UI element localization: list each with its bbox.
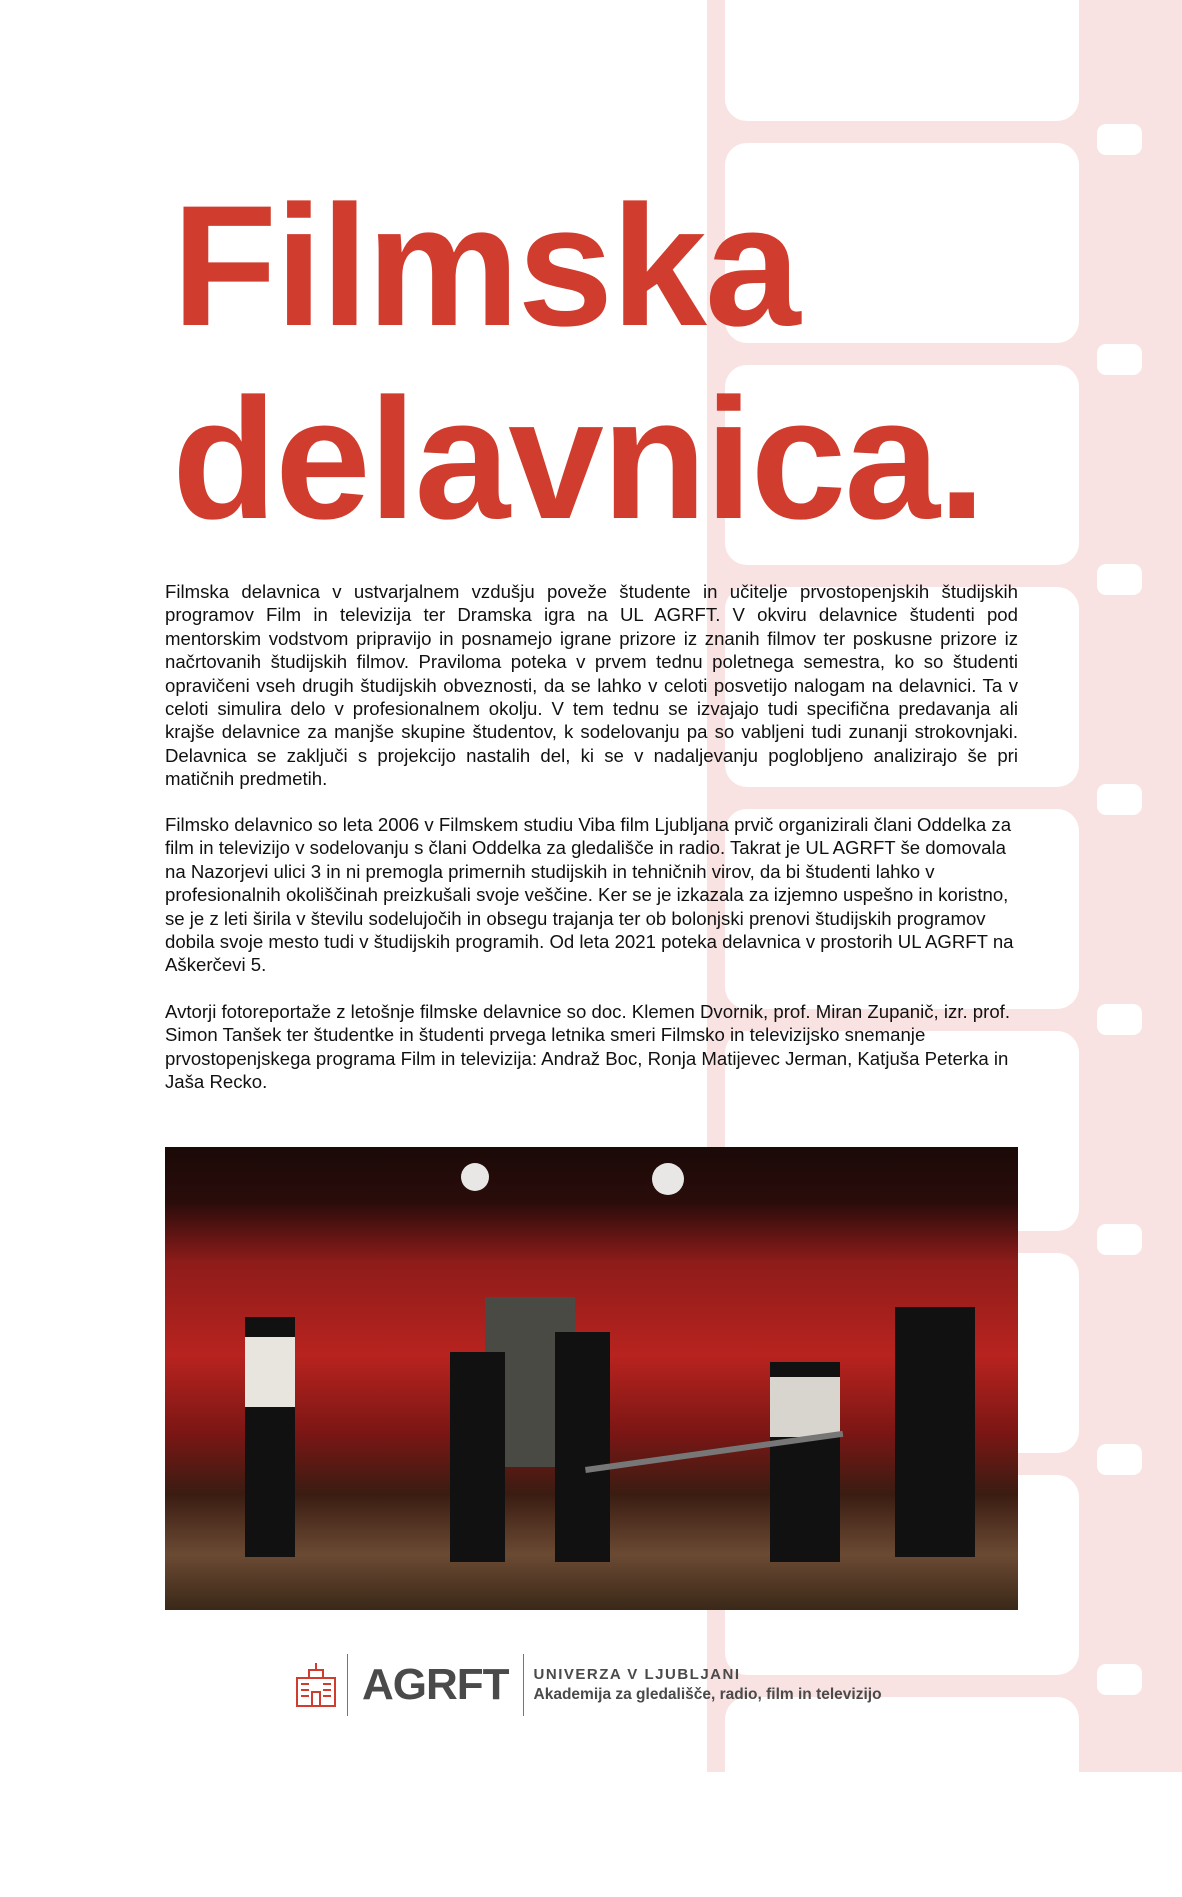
building-icon: [295, 1662, 337, 1708]
film-frame: [725, 0, 1079, 121]
sprocket-hole: [1097, 1444, 1142, 1475]
university-name: UNIVERZA V LJUBLJANI: [533, 1666, 741, 1683]
title-line-2: delavnica.: [172, 363, 984, 555]
logo-wordmark: AGRFT: [362, 1660, 509, 1709]
film-frame: [725, 1697, 1079, 1897]
sprocket-hole: [1097, 1224, 1142, 1255]
paragraph-history: Filmsko delavnico so leta 2006 v Filmskem studiu Viba film Ljubljana prvič organizirali člani Oddelka za film in televizijo v sodelovanju s člani Oddelka za gledališče in radio. Takrat je UL AGRFT še domovala na Nazorjevi ulici 3 in ni premogla primernih studijskih in tehničnih virov, da bi študenti lahko v profesionalnih okoliščinah preizkušali svoje veščine. Ker se je izkazala za izjemno uspešno in koristno, se je z leti širila v številu sodelujočih in obsegu trajanja ter ob bolonjski prenovi študijskih programov dobila svoje mesto tudi v študijskih programih. Od leta 2021 poteka delavnica v prostorih UL AGRFT na Aškerčevi 5.: [165, 814, 1014, 976]
sprocket-hole: [1097, 564, 1142, 595]
sprocket-hole: [1097, 784, 1142, 815]
film-set-photo: [165, 1147, 1018, 1610]
paragraph-intro: Filmska delavnica v ustvarjalnem vzdušju poveže študente in učitelje prvostopenjskih študijskih programov Film in televizija ter Dramska igra na UL AGRFT. V okviru delavnice študenti pod mentorskim vodstvom pripravijo in posnamejo igrane prizore iz znanih filmov ter poskusne prizore iz načrtovanih študijskih filmov. Praviloma poteka v prvem tednu poletnega semestra, ko so študenti opravičeni vseh drugih študijskih obveznosti, da se lahko v celoti posvetijo nalogam na delavnici. Ta v celoti simulira delo v profesionalnem okolju. V tem tednu se izvajajo tudi specifična predavanja ali krajše delavnice za manjše skupine študentov, k sodelovanju pa so vabljeni tudi zunanji strokovnjaki. Delavnica se zaključi s projekcijo nastalih del, ki se v nadaljevanju poglobljeno analizirajo še pri matičnih predmetih.: [165, 581, 1018, 790]
title-line-1: Filmska: [172, 170, 799, 362]
sprocket-hole: [1097, 1664, 1142, 1695]
agrft-logo: [295, 1655, 882, 1715]
sprocket-hole: [1097, 1004, 1142, 1035]
sprocket-hole: [1097, 344, 1142, 375]
paragraph-authors: Avtorji fotoreportaže z letošnje filmske delavnice so doc. Klemen Dvornik, prof. Miran Zupanič, izr. prof. Simon Tanšek ter študentke in študenti prvega letnika smeri Filmsko in televizijsko snemanje prvostopenjskega programa Film in televizija: Andraž Boc, Ronja Matijevec Jerman, Katjuša Peterka in Jaša Recko.: [165, 1001, 1011, 1093]
sprocket-hole: [1097, 124, 1142, 155]
academy-name: Akademija za gledališče, radio, film in televizijo: [533, 1686, 882, 1703]
